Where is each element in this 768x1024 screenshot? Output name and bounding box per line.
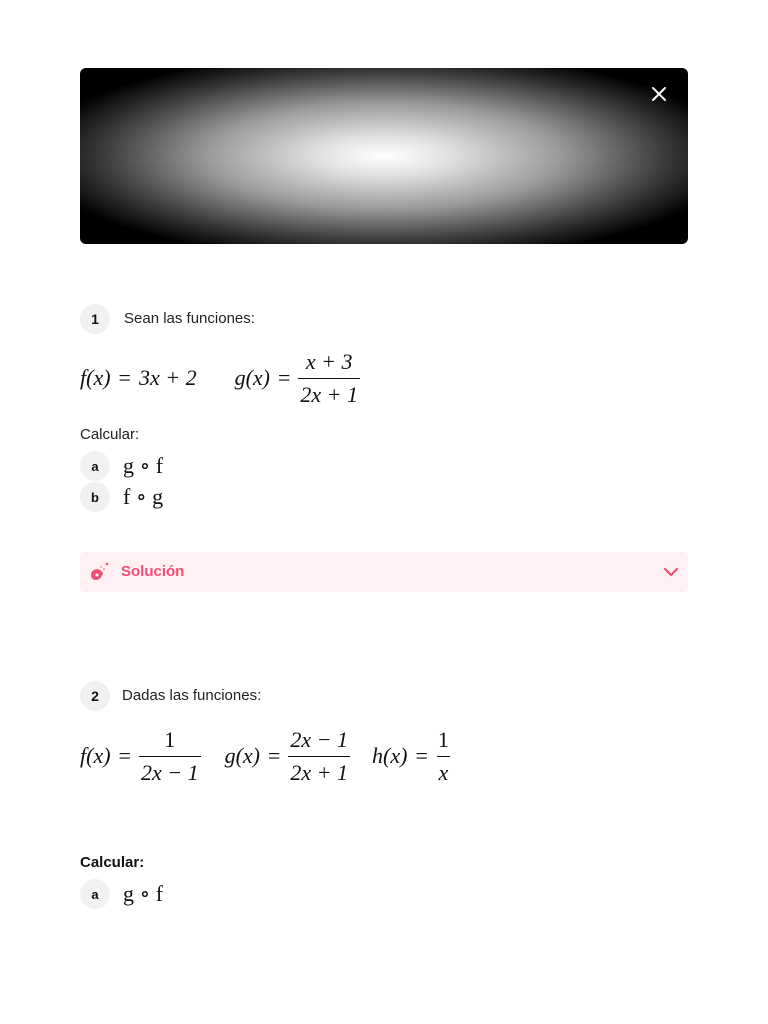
h-numerator: 1 <box>437 726 449 752</box>
f-fraction <box>139 727 201 786</box>
rocket-icon <box>88 560 112 584</box>
solution-label: Solución <box>121 563 185 580</box>
question-number-badge: 1 <box>80 304 110 334</box>
option-a-expression: g ∘ f <box>123 881 164 906</box>
f-rhs: 3x + 2 <box>138 365 197 390</box>
option-a-expression: g ∘ f <box>123 453 164 478</box>
f-lhs: f(x) <box>80 743 111 768</box>
f-numerator: 1 <box>164 726 176 752</box>
chevron-down-icon <box>662 563 680 581</box>
g-lhs: g(x) <box>224 743 260 768</box>
g-denominator: 2x + 1 <box>298 378 360 408</box>
h-fraction <box>436 727 451 786</box>
close-icon <box>646 81 672 107</box>
h-denominator: x <box>437 756 451 786</box>
f-denominator: 2x − 1 <box>139 756 201 786</box>
g-fraction <box>298 349 360 408</box>
h-lhs: h(x) <box>372 743 408 768</box>
option-a-badge: a <box>80 451 110 481</box>
g-numerator: 2x − 1 <box>290 726 349 752</box>
question-intro: Sean las funciones: <box>124 310 255 327</box>
g-lhs: g(x) <box>234 365 270 390</box>
option-a-badge: a <box>80 879 110 909</box>
g-denominator: 2x + 1 <box>288 756 350 786</box>
calcular-label: Calcular: <box>80 854 145 871</box>
calcular-label: Calcular: <box>80 426 140 443</box>
function-definitions: f(x) = $\frac{1}{2x - 1}$ g(x) = $\frac{2x - 1}{2x + 1}$ h(x) = $\frac{1}{x}$ <box>80 726 449 785</box>
question-intro: Dadas las funciones: <box>122 687 262 704</box>
option-b-expression: f ∘ g <box>123 484 164 509</box>
option-b-badge: b <box>80 482 110 512</box>
f-lhs: f(x) <box>80 365 111 390</box>
close-button[interactable] <box>646 81 672 107</box>
question-number-badge: 2 <box>80 681 110 711</box>
g-numerator: x + 3 <box>305 348 353 374</box>
g-fraction <box>288 727 350 786</box>
solution-toggle[interactable] <box>80 552 688 592</box>
function-definitions: f(x) = 3x + 2 g(x) = $\frac{x + 3}{2x + 1}$ <box>80 348 359 407</box>
banner-image <box>80 68 688 244</box>
